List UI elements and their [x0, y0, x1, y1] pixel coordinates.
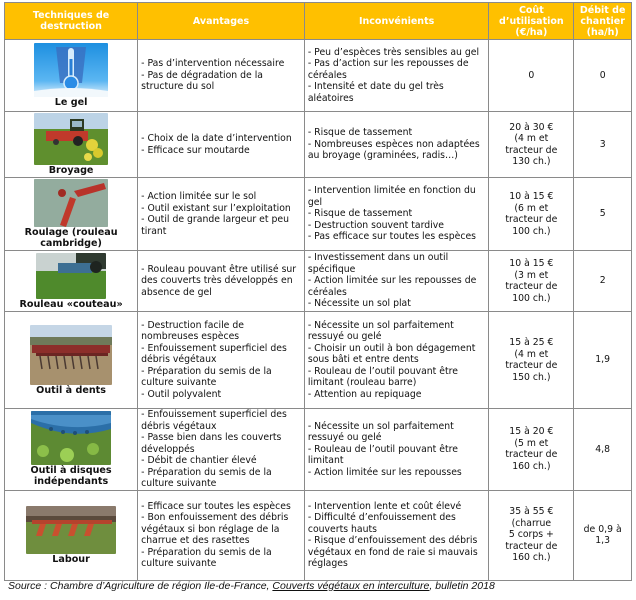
source-suffix: , bulletin 2018 [429, 580, 495, 592]
cout-detail: tracteur de [505, 449, 558, 461]
source-caption [8, 580, 495, 592]
avantage-item: - Préparation du semis de la culture suivante [141, 365, 272, 389]
inconvenient-item: - Risque d’enfouissement des débris végétaux en fond de raie si mauvais réglages [307, 535, 478, 569]
inconvenient-item: - Attention au repiquage [307, 388, 422, 400]
avantage-item: - Rouleau pouvant être utilisé sur des couverts très développés en absence de gel [141, 263, 297, 298]
inconvenient-item: - Risque de tassement [307, 208, 413, 220]
header-technique: Techniques de destruction [5, 3, 138, 40]
inconvenients-cell [304, 490, 489, 580]
inconvenients-cell [304, 112, 489, 178]
avantage-item: - Outil existant sur l’exploitation [141, 202, 291, 214]
cout-detail: tracteur de [505, 144, 558, 156]
plough-photo [26, 506, 116, 554]
table-row [5, 251, 632, 312]
inconvenients-cell [304, 178, 489, 251]
cout-cell [489, 112, 574, 178]
technique-cell [5, 312, 138, 409]
avantage-item: - Destruction facile de nombreuses espèces [141, 319, 244, 343]
inconvenient-item: - Action limitée sur les repousses de céréales [307, 275, 477, 298]
header-cout-label: Coût d’utilisation [499, 4, 564, 27]
inconvenient-item: - Nécessite un sol parfaitement ressuyé ou gelé [307, 319, 454, 343]
avantage-item: - Enfouissement superficiel des débris végétaux [141, 342, 287, 366]
disc-tool-photo [31, 411, 111, 465]
header-debit-label: Débit de chantier [579, 4, 626, 27]
cout-value: 20 à 30 € [509, 121, 554, 133]
debit-cell: 4,8 [574, 409, 632, 491]
avantage-item: - Débit de chantier élevé [141, 455, 257, 466]
avantage-item: - Outil polyvalent [141, 388, 222, 400]
cout-detail: (4 m et [514, 133, 549, 144]
cout-cell [489, 490, 574, 580]
header-cout [489, 3, 574, 40]
technique-name: Broyage [48, 165, 94, 176]
cout-detail: 5 corps + [508, 529, 554, 541]
technique-name: Le gel [54, 97, 88, 108]
header-debit [574, 3, 632, 40]
debit-cell: de 0,9 à 1,3 [574, 490, 632, 580]
inconvenient-item: - Rouleau de l’outil pouvant être limitant (rouleau barre) [307, 365, 458, 389]
inconvenients-cell [304, 40, 489, 112]
avantage-item: - Outil de grande largeur et peu tirant [141, 214, 289, 237]
header-inconvenients: Inconvénients [304, 3, 489, 40]
avantage-item: - Préparation du semis de la culture suivante [141, 546, 272, 569]
cout-value: 10 à 15 € [509, 191, 554, 202]
debit-cell: 0 [574, 40, 632, 112]
technique-name: Roulage (rouleau cambridge) [24, 227, 118, 249]
avantages-cell [138, 178, 305, 251]
technique-name: Labour [52, 553, 90, 565]
technique-name: Rouleau «couteau» [19, 298, 123, 310]
header-row [5, 3, 632, 40]
avantages-cell [138, 112, 305, 178]
cout-detail: 150 ch.) [512, 371, 551, 383]
technique-cell [5, 178, 138, 251]
inconvenient-item: - Choisir un outil à bon dégagement sous bâti et entre dents [307, 342, 476, 366]
avantages-cell [138, 409, 305, 491]
avantage-item: - Efficace sur toutes les espèces [141, 500, 291, 512]
debit-cell: 3 [574, 112, 632, 178]
inconvenient-item: - Risque de tassement [307, 127, 413, 139]
avantages-cell [138, 312, 305, 409]
cout-detail: (6 m et [514, 202, 549, 214]
table-row [5, 312, 632, 409]
cout-detail: (charrue [511, 517, 552, 529]
inconvenient-item: - Destruction souvent tardive [307, 219, 444, 231]
avantage-item: - Bon enfouissement des débris végétaux si bon réglage de la charrue et des rasettes [141, 512, 289, 546]
technique-cell [5, 251, 138, 312]
tine-tool-photo [30, 325, 112, 385]
header-debit-unit: (ha/h) [586, 26, 619, 38]
inconvenient-item: - Investissement dans un outil spécifique [307, 252, 449, 275]
cout-detail: (4 m et [514, 348, 549, 360]
avantage-item: - Enfouissement superficiel des débris végétaux [141, 409, 287, 432]
header-cout-unit: (€/ha) [515, 26, 548, 38]
cout-cell [489, 312, 574, 409]
inconvenient-item: - Intervention limitée en fonction du gel [307, 185, 476, 208]
cout-detail: tracteur de [505, 540, 558, 552]
source-prefix: Source : Chambre d’Agriculture de région Ile-de-France, [8, 580, 273, 592]
table-row [5, 178, 632, 251]
avantage-item: - Pas de dégradation de la structure du sol [141, 69, 263, 93]
thermometer-icon [34, 43, 108, 97]
avantage-item: - Efficace sur moutarde [141, 144, 250, 156]
cout-detail: tracteur de [505, 360, 558, 371]
inconvenient-item: - Nécessite un sol parfaitement ressuyé ou gelé [307, 420, 454, 443]
technique-name: Outil à dents [36, 384, 106, 396]
cout-value: 10 à 15 € [509, 258, 554, 269]
destruction-techniques-table [4, 2, 632, 581]
inconvenient-item: - Intervention lente et coût élevé [307, 500, 462, 512]
cout-cell [489, 40, 574, 112]
inconvenients-cell [304, 251, 489, 312]
cout-detail: (3 m et [514, 269, 549, 281]
debit-cell: 5 [574, 178, 632, 251]
knife-roller-photo [36, 253, 106, 299]
inconvenients-cell [304, 409, 489, 491]
inconvenient-item: - Action limitée sur les repousses [307, 466, 462, 478]
table-row [5, 40, 632, 112]
table-row [5, 112, 632, 178]
technique-cell [5, 40, 138, 112]
inconvenient-item: - Pas d’action sur les repousses de céréales [307, 58, 469, 81]
cout-cell [489, 251, 574, 312]
cout-detail: 160 ch.) [512, 552, 551, 564]
cout-value: 15 à 20 € [509, 426, 554, 438]
cout-value: 35 à 55 € [509, 506, 554, 518]
inconvenient-item: - Peu d’espèces très sensibles au gel [307, 46, 480, 58]
avantage-item: - Action limitée sur le sol [141, 191, 257, 202]
avantage-item: - Préparation du semis de la culture suivante [141, 466, 272, 489]
inconvenients-cell [304, 312, 489, 409]
roller-photo [34, 179, 108, 227]
cout-value: 0 [528, 69, 535, 81]
avantages-cell [138, 251, 305, 312]
cout-detail: tracteur de [505, 281, 558, 292]
cout-detail: tracteur de [505, 214, 558, 225]
table-row [5, 490, 632, 580]
cout-detail: 130 ch.) [512, 156, 551, 167]
header-avantages: Avantages [138, 3, 305, 40]
avantages-cell [138, 490, 305, 580]
debit-cell: 2 [574, 251, 632, 312]
technique-cell [5, 112, 138, 178]
avantages-cell [138, 40, 305, 112]
source-title: Couverts végétaux en interculture [272, 580, 430, 592]
cout-value: 15 à 25 € [509, 337, 554, 348]
cout-detail: (5 m et [514, 437, 549, 449]
mower-photo [34, 113, 108, 165]
cout-cell [489, 178, 574, 251]
technique-cell [5, 409, 138, 491]
cout-detail: 160 ch.) [512, 460, 551, 472]
cout-detail: 100 ch.) [512, 225, 551, 237]
inconvenient-item: - Pas efficace sur toutes les espèces [307, 231, 477, 243]
inconvenient-item: - Nombreuses espèces non adaptées au broyage (graminées, radis…) [307, 138, 480, 162]
table-row [5, 409, 632, 491]
technique-cell [5, 490, 138, 580]
cout-cell [489, 409, 574, 491]
inconvenient-item: - Intensité et date du gel très aléatoires [307, 81, 444, 104]
debit-cell: 1,9 [574, 312, 632, 409]
avantage-item: - Passe bien dans les couverts développés [141, 432, 282, 455]
cout-detail: 100 ch.) [512, 292, 551, 304]
avantage-item: - Choix de la date d’intervention [141, 133, 292, 144]
inconvenient-item: - Nécessite un sol plat [307, 298, 411, 310]
technique-name: Outil à disques indépendants [30, 465, 112, 488]
avantage-item: - Pas d’intervention nécessaire [141, 58, 285, 70]
inconvenient-item: - Difficulté d’enfouissement des couverts hauts [307, 512, 456, 535]
inconvenient-item: - Rouleau de l’outil pouvant être limitant [307, 443, 458, 466]
